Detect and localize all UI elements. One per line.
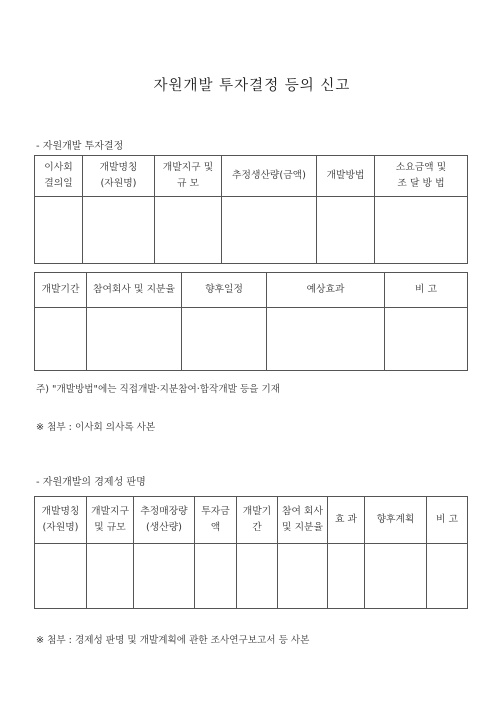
table-header-row <box>35 273 468 308</box>
empty-cell[interactable] <box>278 544 328 609</box>
feasibility-table <box>34 496 468 609</box>
empty-cell[interactable] <box>195 544 237 609</box>
schedule-table <box>34 272 468 371</box>
empty-cell[interactable] <box>87 544 134 609</box>
header-cell: 소요금액 및 조 달 방 법 <box>375 156 468 197</box>
attachment-note-report: ※ 첨부 : 경제성 판명 및 개발계획에 관한 조사연구보고서 등 사본 <box>36 635 310 646</box>
empty-cell[interactable] <box>83 197 155 264</box>
empty-cell[interactable] <box>427 544 468 609</box>
empty-cell[interactable] <box>385 308 468 371</box>
empty-cell[interactable] <box>328 544 365 609</box>
header-cell: 예상효과 <box>267 273 385 308</box>
header-cell: 참여 회사 및 지분율 <box>278 497 328 544</box>
empty-cell[interactable] <box>35 544 87 609</box>
header-cell: 추정생산량(금액) <box>222 156 317 197</box>
investment-table <box>34 155 468 264</box>
section-heading-investment: - 자원개발 투자결정 <box>36 141 124 152</box>
header-cell: 추정매장량 (생산량) <box>134 497 195 544</box>
header-cell: 향후일정 <box>182 273 267 308</box>
empty-cell[interactable] <box>155 197 222 264</box>
table-header-row <box>35 156 468 197</box>
header-cell: 비 고 <box>385 273 468 308</box>
document-title: 자원개발 투자결정 등의 신고 <box>153 78 351 94</box>
header-cell: 비 고 <box>427 497 468 544</box>
table-row <box>35 308 468 371</box>
empty-cell[interactable] <box>237 544 278 609</box>
empty-cell[interactable] <box>375 197 468 264</box>
header-cell: 효 과 <box>328 497 365 544</box>
empty-cell[interactable] <box>182 308 267 371</box>
section-heading-feasibility: - 자원개발의 경제성 판명 <box>36 477 146 488</box>
empty-cell[interactable] <box>267 308 385 371</box>
header-cell: 개발지구 및 규모 <box>87 497 134 544</box>
header-cell: 개발기간 <box>35 273 87 308</box>
table-row <box>35 544 468 609</box>
header-cell: 개발명칭 (자원명) <box>83 156 155 197</box>
header-cell: 참여회사 및 지분율 <box>87 273 182 308</box>
header-cell: 개발지구 및 규 모 <box>155 156 222 197</box>
empty-cell[interactable] <box>365 544 427 609</box>
empty-cell[interactable] <box>317 197 375 264</box>
empty-cell[interactable] <box>87 308 182 371</box>
table-row <box>35 197 468 264</box>
empty-cell[interactable] <box>35 197 83 264</box>
header-cell: 개발명칭 (자원명) <box>35 497 87 544</box>
header-cell: 향후계획 <box>365 497 427 544</box>
table-header-row <box>35 497 468 544</box>
header-cell: 투자금 액 <box>195 497 237 544</box>
empty-cell[interactable] <box>222 197 317 264</box>
empty-cell[interactable] <box>35 308 87 371</box>
footnote-method: 주) "개발방법"에는 직접개발·지분참여·합작개발 등을 기재 <box>36 384 281 395</box>
empty-cell[interactable] <box>134 544 195 609</box>
header-cell: 개발방법 <box>317 156 375 197</box>
attachment-note-board: ※ 첨부 : 이사회 의사록 사본 <box>36 422 156 433</box>
header-cell: 개발기 간 <box>237 497 278 544</box>
header-cell: 이사회 결의일 <box>35 156 83 197</box>
